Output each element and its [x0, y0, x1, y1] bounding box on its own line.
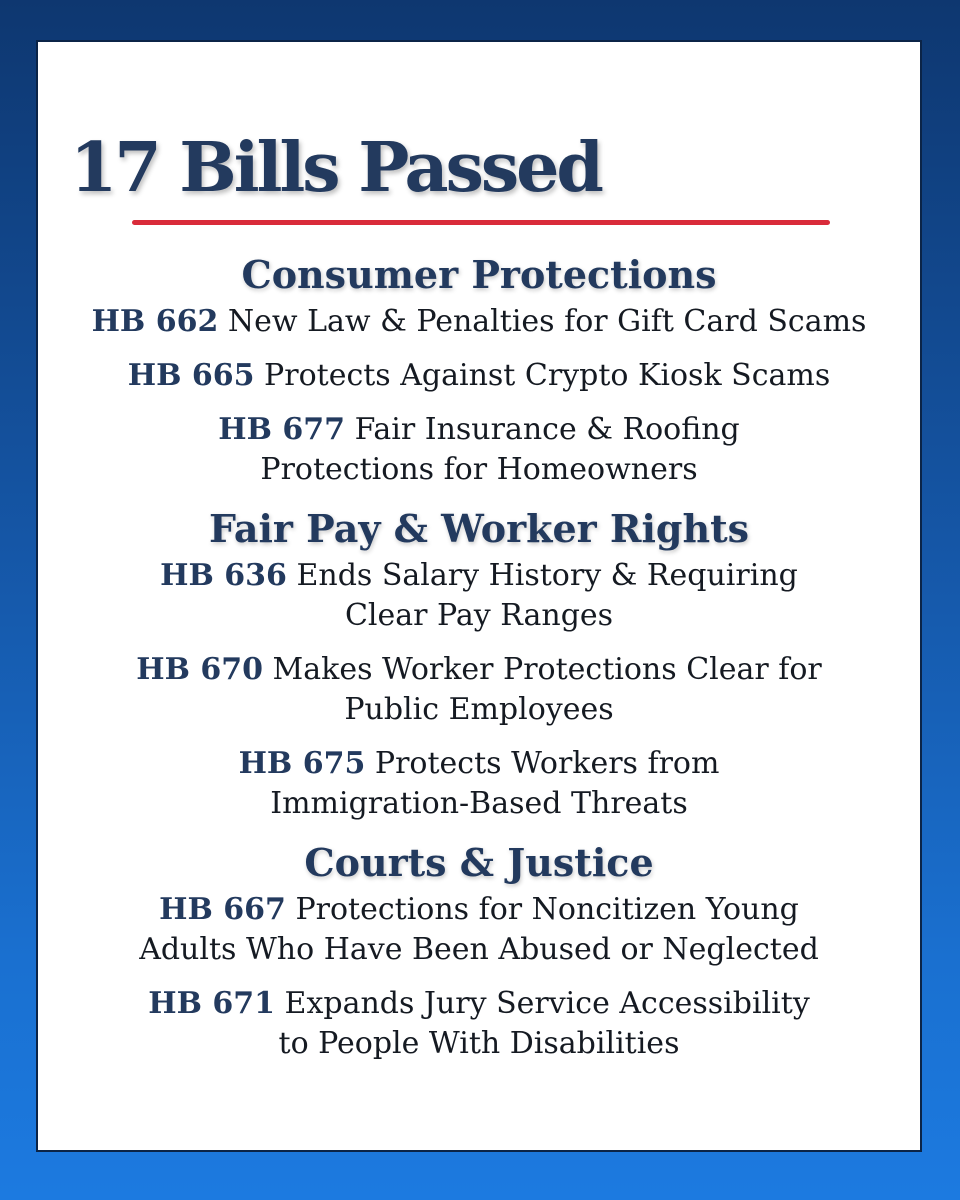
bill-item: [38, 410, 920, 490]
section-title: Fair Pay & Worker Rights: [208, 506, 750, 551]
bill-item: [38, 356, 920, 396]
bill-item: [38, 890, 920, 970]
bill-description: Ends Salary History & Requiring Clear Pay Ranges: [296, 558, 798, 633]
section-courts-justice: [38, 836, 920, 1064]
bill-item: [38, 744, 920, 824]
section-title: Consumer Protections: [241, 252, 717, 297]
bill-number: HB 670: [136, 652, 263, 687]
section-consumer-protections: [38, 248, 920, 490]
bill-number: HB 662: [91, 304, 219, 339]
bill-number: HB 675: [238, 746, 366, 781]
bill-sections: [38, 248, 920, 1064]
bill-description: Fair Insurance & Roofing Protections for Homeowners: [260, 412, 740, 487]
bill-number: HB 665: [127, 358, 255, 393]
section-fair-pay-worker-rights: [38, 502, 920, 824]
bill-number: HB 667: [159, 892, 286, 927]
page-title: 17 Bills Passed: [70, 128, 601, 208]
bill-description: Makes Worker Protections Clear for Public Employees: [272, 652, 822, 727]
bill-number: HB 671: [148, 986, 275, 1021]
section-title: Courts & Justice: [304, 840, 654, 885]
title-underline: [132, 220, 830, 225]
bill-item: [38, 984, 920, 1064]
bill-description: Protects Workers from Immigration-Based Threats: [270, 746, 720, 821]
bill-description: Protections for Noncitizen Young Adults Who Have Been Abused or Neglected: [139, 892, 819, 967]
bill-description: Expands Jury Service Accessibility to People With Disabilities: [278, 986, 810, 1061]
bill-number: HB 636: [160, 558, 287, 593]
bill-item: [38, 302, 920, 342]
bill-item: [38, 650, 920, 730]
bill-number: HB 677: [218, 412, 346, 447]
content-card: [36, 40, 922, 1152]
bill-item: [38, 556, 920, 636]
bill-description: New Law & Penalties for Gift Card Scams: [227, 304, 867, 339]
bill-description: Protects Against Crypto Kiosk Scams: [264, 358, 831, 393]
